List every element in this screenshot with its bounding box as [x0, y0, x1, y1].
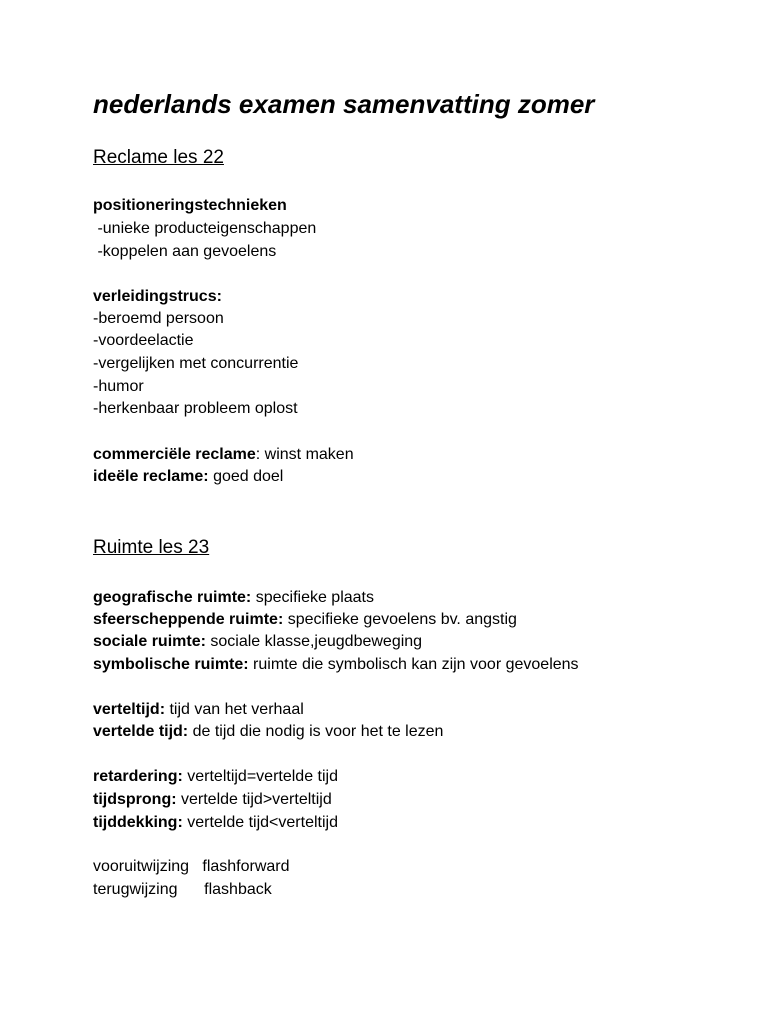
definition-row: [93, 699, 304, 721]
definition-text: : winst maken: [255, 446, 354, 463]
definition-row: [93, 654, 579, 676]
list-item: -humor: [93, 378, 144, 395]
definition-label: geografische ruimte:: [93, 589, 252, 606]
definition-label: verteltijd:: [93, 701, 166, 718]
definition-row: [93, 631, 422, 653]
document-page: [93, 0, 753, 1024]
definition-text: ruimte die symbolisch kan zijn voor gevoelens: [248, 656, 579, 673]
definition-label: sfeerscheppende ruimte:: [93, 611, 284, 628]
definition-label: sociale ruimte:: [93, 633, 206, 650]
definition-row: [93, 812, 338, 834]
definition-text: de tijd die nodig is voor het te lezen: [188, 723, 444, 740]
document-title: nederlands examen samenvatting zomer: [93, 89, 595, 119]
definition-label: vertelde tijd:: [93, 723, 189, 740]
definition-text: sociale klasse,jeugdbeweging: [205, 633, 423, 650]
section-heading-reclame: Reclame les 22: [93, 147, 224, 168]
label-verleidingstrucs: verleidingstrucs:: [93, 288, 222, 305]
list-item: -koppelen aan gevoelens: [93, 243, 277, 260]
definition-text: vertelde tijd<verteltijd: [182, 814, 338, 831]
definition-label: tijdsprong:: [93, 791, 177, 808]
list-item: -beroemd persoon: [93, 310, 224, 327]
definition-row: [93, 609, 517, 631]
definition-label: ideële reclame:: [93, 468, 209, 485]
list-item: -herkenbaar probleem oplost: [93, 400, 298, 417]
definition-text: vertelde tijd>verteltijd: [176, 791, 332, 808]
term-pair: terugwijzing flashback: [93, 881, 272, 898]
definition-text: tijd van het verhaal: [165, 701, 304, 718]
definition-ideele-reclame: [93, 466, 283, 488]
list-item: -vergelijken met concurrentie: [93, 355, 299, 372]
section-heading-ruimte: Ruimte les 23: [93, 537, 210, 558]
definition-row: [93, 766, 338, 788]
definition-label: commerciële reclame: [93, 446, 256, 463]
definition-row: [93, 789, 332, 811]
definition-text: verteltijd=vertelde tijd: [182, 768, 338, 785]
definition-row: [93, 587, 374, 609]
definition-text: specifieke plaats: [251, 589, 374, 606]
definition-commerciele-reclame: [93, 444, 354, 466]
definition-text: specifieke gevoelens bv. angstig: [283, 611, 517, 628]
definition-text: goed doel: [208, 468, 284, 485]
definition-row: [93, 721, 443, 743]
label-positioneringstechnieken: positioneringstechnieken: [93, 197, 287, 214]
term-pair: vooruitwijzing flashforward: [93, 858, 290, 875]
list-item: -voordeelactie: [93, 332, 194, 349]
definition-label: tijddekking:: [93, 814, 183, 831]
list-item: -unieke producteigenschappen: [93, 220, 317, 237]
definition-label: retardering:: [93, 768, 183, 785]
definition-label: symbolische ruimte:: [93, 656, 249, 673]
